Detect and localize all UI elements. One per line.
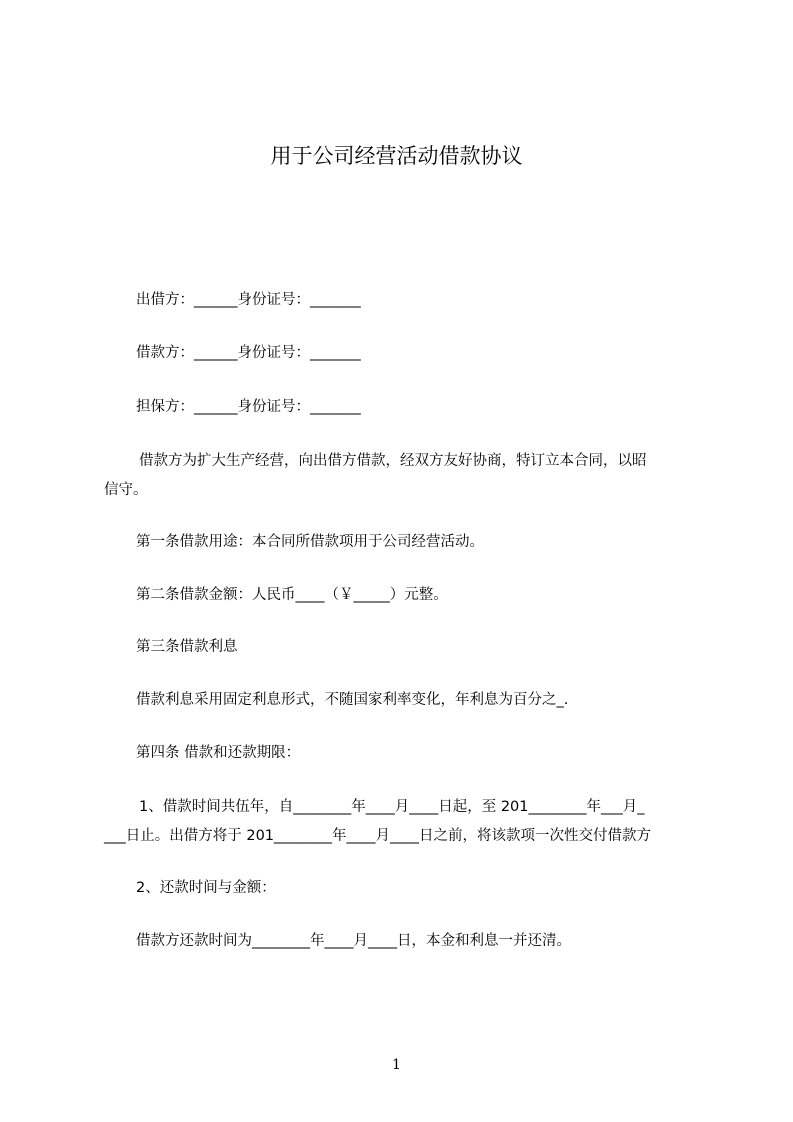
clause-2-body: 借款方还款时间为________年____月____日，本金和利息一并还清。	[136, 933, 571, 949]
guarantor-line: 担保方：______身份证号：_______	[136, 399, 361, 415]
document-title: 用于公司经营活动借款协议	[270, 144, 523, 168]
article-3-body: 借款利息采用固定利息形式，不随国家利率变化，年利息为百分之_.	[136, 692, 569, 708]
clause-1-line-1: 1、借款时间共伍年，自________年____月____日起，至 201________年___月_	[139, 799, 645, 815]
preamble-line-2: 信守。	[104, 482, 148, 498]
article-2: 第二条借款金额：人民币____（￥_____）元整。	[136, 587, 448, 603]
article-3-heading: 第三条借款利息	[136, 639, 238, 655]
borrower-line: 借款方：______身份证号：_______	[136, 345, 361, 361]
preamble-line-1: 借款方为扩大生产经营，向出借方借款，经双方友好协商，特订立本合同，以昭	[139, 453, 647, 469]
lender-line: 出借方：______身份证号：_______	[136, 292, 361, 308]
clause-2-heading: 2、还款时间与金额：	[136, 880, 276, 896]
clause-1-line-2: ___日止。出借方将于 201________年____月____日之前，将该款项一次性交付借款方	[104, 828, 652, 844]
article-1: 第一条借款用途：本合同所借款项用于公司经营活动。	[136, 534, 484, 550]
article-4-heading: 第四条 借款和还款期限：	[136, 745, 301, 761]
page-number: 1	[392, 1057, 401, 1073]
